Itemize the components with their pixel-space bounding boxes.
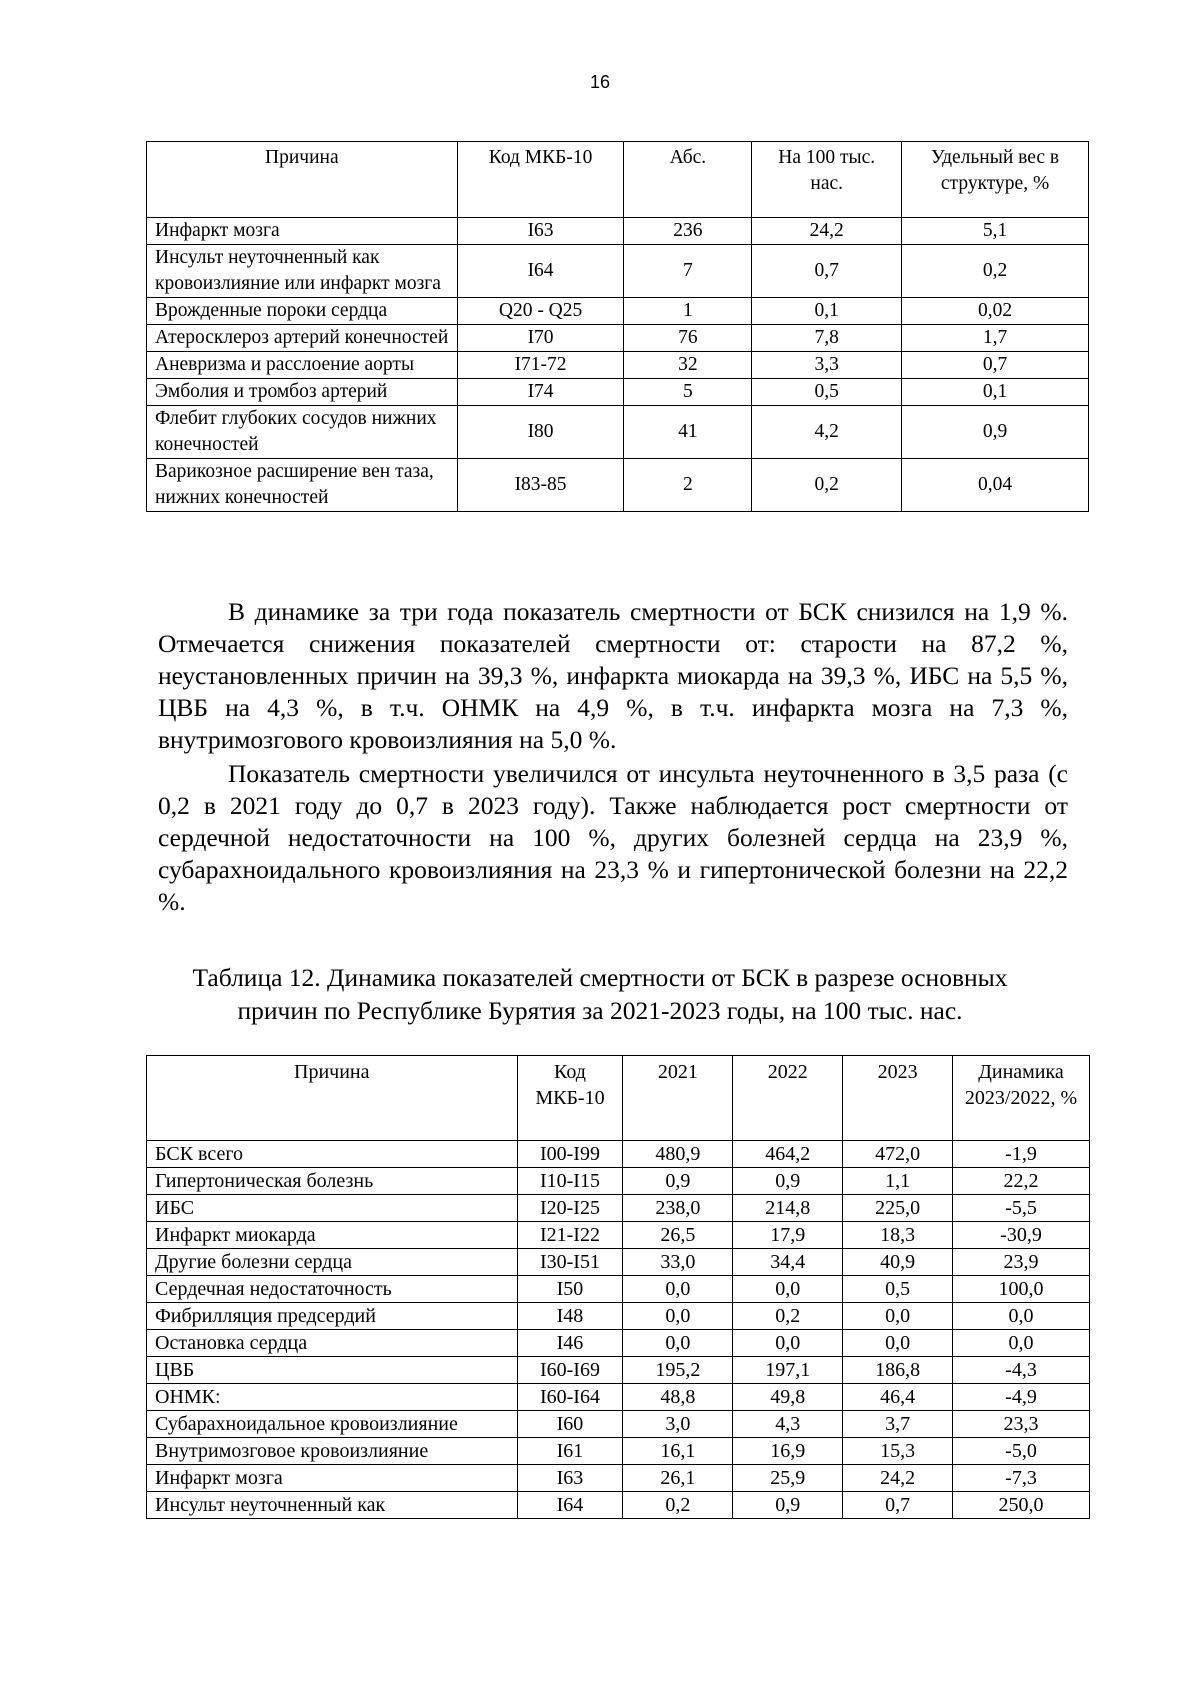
cell-cause: БСК всего bbox=[147, 1141, 518, 1168]
cell-share: 0,9 bbox=[902, 406, 1089, 459]
table-header-row bbox=[147, 1056, 1090, 1141]
table-row bbox=[147, 1195, 1090, 1222]
header-icd-code: Код МКБ-10 bbox=[517, 1056, 623, 1141]
table-row bbox=[147, 1330, 1090, 1357]
cell-dyn: 23,3 bbox=[953, 1411, 1090, 1438]
cell-code: I48 bbox=[517, 1303, 623, 1330]
cell-code: I63 bbox=[517, 1465, 623, 1492]
table-row bbox=[147, 298, 1089, 325]
cell-y2023: 46,4 bbox=[843, 1384, 953, 1411]
cell-code: I21-I22 bbox=[517, 1222, 623, 1249]
cell-abs: 5 bbox=[624, 379, 752, 406]
table-row bbox=[147, 1249, 1090, 1276]
cell-per100k: 0,2 bbox=[752, 459, 902, 512]
cell-y2022: 0,0 bbox=[733, 1276, 843, 1303]
cell-y2022: 197,1 bbox=[733, 1357, 843, 1384]
cell-per100k: 0,1 bbox=[752, 298, 902, 325]
cell-y2022: 25,9 bbox=[733, 1465, 843, 1492]
header-cause: Причина bbox=[147, 1056, 518, 1141]
cell-code: I83-85 bbox=[457, 459, 624, 512]
cell-cause: Гипертоническая болезнь bbox=[147, 1168, 518, 1195]
cell-y2022: 0,9 bbox=[733, 1168, 843, 1195]
cell-code: Q20 - Q25 bbox=[457, 298, 624, 325]
cell-y2023: 3,7 bbox=[843, 1411, 953, 1438]
cell-y2021: 26,5 bbox=[623, 1222, 733, 1249]
header-2021: 2021 bbox=[623, 1056, 733, 1141]
cell-y2021: 0,2 bbox=[623, 1492, 733, 1519]
paragraph-increase bbox=[158, 758, 1068, 918]
cell-y2023: 186,8 bbox=[843, 1357, 953, 1384]
cell-code: I50 bbox=[517, 1276, 623, 1303]
cell-y2021: 48,8 bbox=[623, 1384, 733, 1411]
cell-y2021: 3,0 bbox=[623, 1411, 733, 1438]
cell-dyn: -7,3 bbox=[953, 1465, 1090, 1492]
cell-dyn: 0,0 bbox=[953, 1330, 1090, 1357]
cell-cause: Врожденные пороки сердца bbox=[147, 298, 458, 325]
cell-y2022: 464,2 bbox=[733, 1141, 843, 1168]
cell-cause: Другие болезни сердца bbox=[147, 1249, 518, 1276]
cell-abs: 32 bbox=[624, 352, 752, 379]
caption-line: причин по Республике Бурятия за 2021-2023 годы, на 100 тыс. нас. bbox=[237, 996, 963, 1025]
cell-per100k: 24,2 bbox=[752, 218, 902, 245]
table-row bbox=[147, 1384, 1090, 1411]
cell-code: I46 bbox=[517, 1330, 623, 1357]
table-row bbox=[147, 1438, 1090, 1465]
table-row bbox=[147, 245, 1089, 298]
cell-code: I60-I69 bbox=[517, 1357, 623, 1384]
cell-code: I64 bbox=[457, 245, 624, 298]
paragraph-decrease bbox=[158, 596, 1068, 756]
cell-y2022: 17,9 bbox=[733, 1222, 843, 1249]
table-row bbox=[147, 325, 1089, 352]
cell-cause: Флебит глубоких сосудов нижних конечностей bbox=[147, 406, 458, 459]
cell-cause: ОНМК: bbox=[147, 1384, 518, 1411]
header-2023: 2023 bbox=[843, 1056, 953, 1141]
paragraph-text: Показатель смертности увеличился от инсульта неуточненного в 3,5 раза (с 0,2 в 2021 году до 0,7 в 2023 году). Также наблюдается рост смертности от сердечной недостаточности на 100 %, других болезней сердца на 23,9 %, субарахноидального кровоизлияния на 23,3 % и гипертонической болезни на 22,2 %. bbox=[158, 759, 1068, 916]
table-row bbox=[147, 1303, 1090, 1330]
cell-share: 5,1 bbox=[902, 218, 1089, 245]
cell-dyn: 22,2 bbox=[953, 1168, 1090, 1195]
cell-y2021: 480,9 bbox=[623, 1141, 733, 1168]
cell-code: I70 bbox=[457, 325, 624, 352]
cell-y2023: 1,1 bbox=[843, 1168, 953, 1195]
cell-share: 0,1 bbox=[902, 379, 1089, 406]
cell-share: 0,7 bbox=[902, 352, 1089, 379]
cell-dyn: 250,0 bbox=[953, 1492, 1090, 1519]
cell-dyn: 100,0 bbox=[953, 1276, 1090, 1303]
cell-dyn: -5,5 bbox=[953, 1195, 1090, 1222]
cell-y2023: 18,3 bbox=[843, 1222, 953, 1249]
cell-code: I61 bbox=[517, 1438, 623, 1465]
cell-cause: Атеросклероз артерий конечностей bbox=[147, 325, 458, 352]
cell-y2023: 0,0 bbox=[843, 1330, 953, 1357]
header-2022: 2022 bbox=[733, 1056, 843, 1141]
table-row bbox=[147, 1465, 1090, 1492]
cell-cause: Остановка сердца bbox=[147, 1330, 518, 1357]
cell-y2023: 0,0 bbox=[843, 1303, 953, 1330]
cell-code: I10-I15 bbox=[517, 1168, 623, 1195]
cell-per100k: 0,5 bbox=[752, 379, 902, 406]
cell-cause: Внутримозговое кровоизлияние bbox=[147, 1438, 518, 1465]
cell-y2023: 15,3 bbox=[843, 1438, 953, 1465]
cell-code: I00-I99 bbox=[517, 1141, 623, 1168]
cell-cause: Варикозное расширение вен таза, нижних конечностей bbox=[147, 459, 458, 512]
cell-share: 0,2 bbox=[902, 245, 1089, 298]
table-row bbox=[147, 352, 1089, 379]
cell-per100k: 4,2 bbox=[752, 406, 902, 459]
cell-cause: Субарахноидальное кровоизлияние bbox=[147, 1411, 518, 1438]
table-caption bbox=[0, 961, 1200, 1027]
cell-cause: Инфаркт мозга bbox=[147, 1465, 518, 1492]
table-row bbox=[147, 1141, 1090, 1168]
cell-dyn: -4,3 bbox=[953, 1357, 1090, 1384]
cell-code: I71-72 bbox=[457, 352, 624, 379]
cell-y2021: 0,0 bbox=[623, 1330, 733, 1357]
table-row bbox=[147, 218, 1089, 245]
cell-cause: Эмболия и тромбоз артерий bbox=[147, 379, 458, 406]
cell-y2023: 40,9 bbox=[843, 1249, 953, 1276]
paragraph-text: В динамике за три года показатель смертности от БСК снизился на 1,9 %. Отмечается снижения показателей смертности от: старости на 87,2 %, неустановленных причин на 39,3 %, инфаркта миокарда на 39,3 %, ИБС на 5,5 %, ЦВБ на 4,3 %, в т.ч. ОНМК на 4,9 %, в т.ч. инфаркта мозга на 7,3 %, внутримозгового кровоизлияния на 5,0 %. bbox=[158, 597, 1068, 754]
cell-code: I63 bbox=[457, 218, 624, 245]
cell-code: I20-I25 bbox=[517, 1195, 623, 1222]
cell-cause: Инфаркт миокарда bbox=[147, 1222, 518, 1249]
cell-share: 0,02 bbox=[902, 298, 1089, 325]
cell-dyn: -5,0 bbox=[953, 1438, 1090, 1465]
cell-cause: Инсульт неуточненный как bbox=[147, 1492, 518, 1519]
table-row bbox=[147, 459, 1089, 512]
header-icd-code: Код МКБ-10 bbox=[457, 142, 624, 218]
table-header-row bbox=[147, 142, 1089, 218]
cell-y2021: 16,1 bbox=[623, 1438, 733, 1465]
cell-y2023: 472,0 bbox=[843, 1141, 953, 1168]
cell-cause: Инфаркт мозга bbox=[147, 218, 458, 245]
cell-code: I74 bbox=[457, 379, 624, 406]
cause-structure-table bbox=[146, 141, 1089, 512]
cell-cause: Фибрилляция предсердий bbox=[147, 1303, 518, 1330]
cell-abs: 236 bbox=[624, 218, 752, 245]
header-cause: Причина bbox=[147, 142, 458, 218]
cell-abs: 7 bbox=[624, 245, 752, 298]
cell-y2022: 0,0 bbox=[733, 1330, 843, 1357]
table-row bbox=[147, 379, 1089, 406]
caption-line: Таблица 12. Динамика показателей смертности от БСК в разрезе основных bbox=[192, 963, 1008, 992]
cell-y2022: 0,9 bbox=[733, 1492, 843, 1519]
cell-share: 0,04 bbox=[902, 459, 1089, 512]
cell-y2021: 26,1 bbox=[623, 1465, 733, 1492]
header-dynamics: Динамика 2023/2022, % bbox=[953, 1056, 1090, 1141]
cell-cause: ИБС bbox=[147, 1195, 518, 1222]
cell-code: I30-I51 bbox=[517, 1249, 623, 1276]
cell-cause: Аневризма и расслоение аорты bbox=[147, 352, 458, 379]
cell-y2021: 0,0 bbox=[623, 1276, 733, 1303]
cell-y2021: 195,2 bbox=[623, 1357, 733, 1384]
cell-y2021: 238,0 bbox=[623, 1195, 733, 1222]
cell-share: 1,7 bbox=[902, 325, 1089, 352]
cell-y2022: 0,2 bbox=[733, 1303, 843, 1330]
header-share: Удельный вес в структуре, % bbox=[902, 142, 1089, 218]
cell-y2023: 0,7 bbox=[843, 1492, 953, 1519]
cell-y2021: 33,0 bbox=[623, 1249, 733, 1276]
cell-abs: 1 bbox=[624, 298, 752, 325]
table-row bbox=[147, 406, 1089, 459]
cell-y2022: 34,4 bbox=[733, 1249, 843, 1276]
cell-dyn: -30,9 bbox=[953, 1222, 1090, 1249]
cell-y2021: 0,0 bbox=[623, 1303, 733, 1330]
cell-cause: Инсульт неуточненный как кровоизлияние или инфаркт мозга bbox=[147, 245, 458, 298]
cell-code: I80 bbox=[457, 406, 624, 459]
cell-code: I64 bbox=[517, 1492, 623, 1519]
table-row bbox=[147, 1276, 1090, 1303]
page-number: 16 bbox=[589, 72, 611, 92]
cell-dyn: 23,9 bbox=[953, 1249, 1090, 1276]
cell-y2023: 24,2 bbox=[843, 1465, 953, 1492]
cell-cause: Сердечная недостаточность bbox=[147, 1276, 518, 1303]
table-row bbox=[147, 1357, 1090, 1384]
cell-per100k: 3,3 bbox=[752, 352, 902, 379]
cell-cause: ЦВБ bbox=[147, 1357, 518, 1384]
cell-y2023: 0,5 bbox=[843, 1276, 953, 1303]
cell-y2022: 4,3 bbox=[733, 1411, 843, 1438]
cell-abs: 76 bbox=[624, 325, 752, 352]
cell-per100k: 7,8 bbox=[752, 325, 902, 352]
cell-abs: 41 bbox=[624, 406, 752, 459]
mortality-dynamics-table bbox=[146, 1055, 1090, 1519]
cell-y2023: 225,0 bbox=[843, 1195, 953, 1222]
cell-y2021: 0,9 bbox=[623, 1168, 733, 1195]
cell-dyn: 0,0 bbox=[953, 1303, 1090, 1330]
table-row bbox=[147, 1492, 1090, 1519]
table-row bbox=[147, 1168, 1090, 1195]
cell-y2022: 214,8 bbox=[733, 1195, 843, 1222]
cell-y2022: 49,8 bbox=[733, 1384, 843, 1411]
table-row bbox=[147, 1411, 1090, 1438]
table-row bbox=[147, 1222, 1090, 1249]
cell-code: I60-I64 bbox=[517, 1384, 623, 1411]
cell-abs: 2 bbox=[624, 459, 752, 512]
cell-y2022: 16,9 bbox=[733, 1438, 843, 1465]
cell-per100k: 0,7 bbox=[752, 245, 902, 298]
header-abs: Абс. bbox=[624, 142, 752, 218]
cell-code: I60 bbox=[517, 1411, 623, 1438]
cell-dyn: -1,9 bbox=[953, 1141, 1090, 1168]
header-per-100k: На 100 тыс. нас. bbox=[752, 142, 902, 218]
cell-dyn: -4,9 bbox=[953, 1384, 1090, 1411]
